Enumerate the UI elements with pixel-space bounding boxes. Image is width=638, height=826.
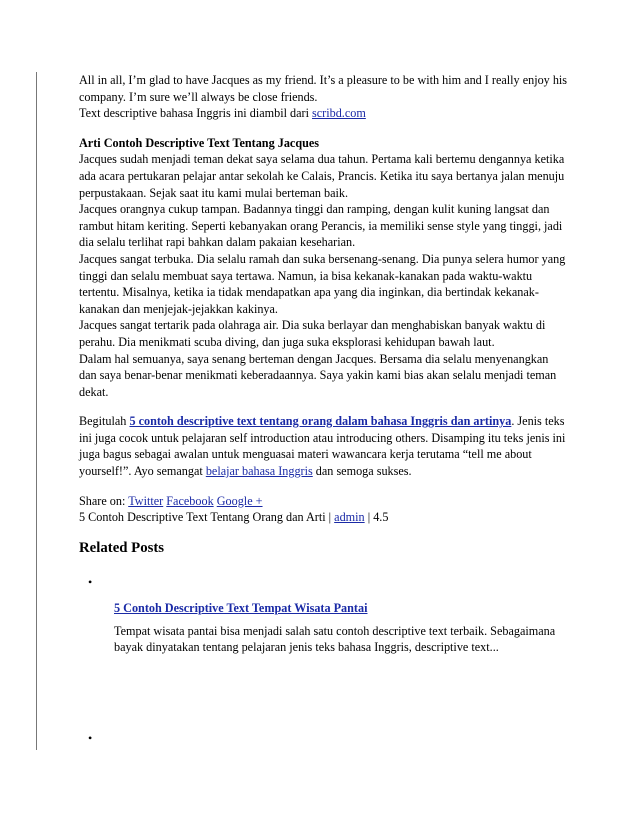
related-post-excerpt: Tempat wisata pantai bisa menjadi salah satu contoh descriptive text terbaik. Sebagaimana bayak dinyatakan tentang pelajaran jenis teks bahasa Inggris, descriptive text... — [114, 623, 556, 655]
list-bullet: • — [88, 731, 93, 745]
article-heading: Arti Contoh Descriptive Text Tentang Jacques — [79, 135, 320, 150]
related-post-item — [114, 600, 564, 656]
share-facebook-link[interactable]: Facebook — [166, 493, 214, 508]
related-posts-heading: Related Posts — [79, 539, 165, 556]
learn-english-link[interactable]: belajar bahasa Inggris — [205, 464, 313, 479]
article-paragraph-3: Jacques sangat terbuka. Dia selalu ramah dan suka bersenang-senang. Dia punya selera humor yang tinggi dan selalu membuat saya tertawa. Namun, ia bisa kekanak-kanakan pada waktu-waktu tertentu. Misalnya, ketika ia tidak mendapatkan apa yang dia inginkan, dia bertindak kekanak-kanakan dan menjejak-jejakkan kakinya. — [79, 251, 566, 316]
article-body — [79, 72, 569, 556]
share-twitter-link[interactable]: Twitter — [128, 493, 164, 508]
left-margin-rule — [36, 72, 37, 750]
article-paragraph-2: Jacques orangnya cukup tampan. Badannya tinggi dan ramping, dengan kulit kuning langsat dan rambut hitam keriting. Seperti kebanyakan orang Perancis, ia memiliki sense style yang tinggi, jadi dia selalu terlihat rapi bahkan dalam pakaian keseharian. — [79, 202, 563, 250]
source-line: Text descriptive bahasa Inggris ini diambil dari scribd.com — [79, 106, 366, 121]
related-post-title-link[interactable]: 5 Contoh Descriptive Text Tempat Wisata Pantai — [114, 601, 368, 615]
author-link[interactable]: admin — [334, 510, 365, 525]
list-bullet: • — [88, 575, 93, 589]
article-paragraph-5: Dalam hal semuanya, saya senang berteman dengan Jacques. Bersama dia selalu menyenangkan dan saya benar-benar menikmati keberadaannya. Saya yakin kami bias akan selalu menjadi teman dekat. — [79, 351, 557, 399]
closing-paragraph: Begitulah 5 contoh descriptive text tentang orang dalam bahasa Inggris dan artinya. Jenis teks ini juga cocok untuk pelajaran self introduction atau introducing others. Disamping itu teks jenis ini juga bagus sebagai awalan untuk menguasai materi wawancara kerja terutama “tell me about yourself!”. Ayo semangat belajar bahasa Inggris dan semoga sukses. — [79, 414, 566, 479]
intro-paragraph: All in all, I’m glad to have Jacques as my friend. It’s a pleasure to be with him and I really enjoy his company. I’m sure we’ll always be close friends. — [79, 73, 568, 104]
source-link[interactable]: scribd.com — [312, 106, 366, 121]
article-paragraph-1: Jacques sudah menjadi teman dekat saya selama dua tahun. Pertama kali bertemu dengannya ketika ada acara pertukaran pelajar antar sekolah ke Calais, Prancis. Ketika itu saya bertanya jalan menuju perpustakaan. Sejak saat itu kami mulai berteman baik. — [79, 152, 565, 200]
share-google-link[interactable]: Google + — [216, 493, 263, 508]
post-meta: 5 Contoh Descriptive Text Tentang Orang dan Arti | admin | 4.5 — [79, 510, 389, 525]
article-paragraph-4: Jacques sangat tertarik pada olahraga air. Dia suka berlayar dan menghabiskan banyak waktu di perahu. Dia menikmati scuba diving, dan juga suka eksplorasi kehidupan bawah laut. — [79, 318, 546, 349]
post-title-link[interactable]: 5 contoh descriptive text tentang orang dalam bahasa Inggris dan artinya — [129, 414, 512, 429]
post-time: 4.5 — [373, 510, 389, 525]
share-bar: Share on: Twitter Facebook Google + — [79, 493, 263, 508]
